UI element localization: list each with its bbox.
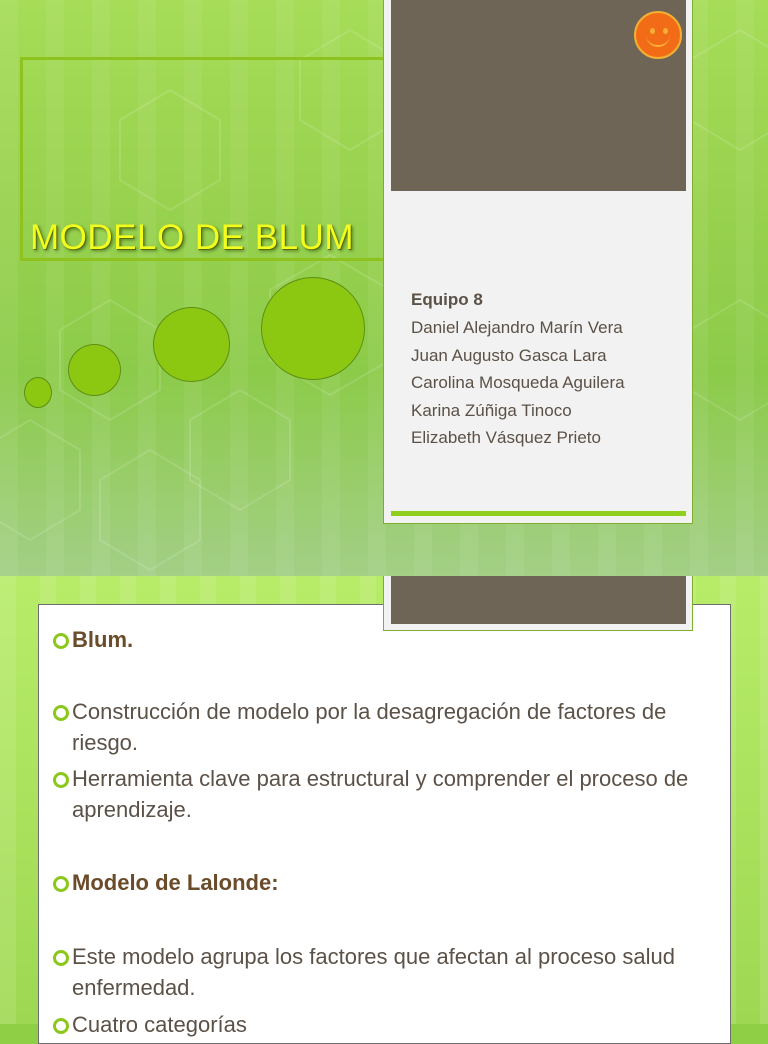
info-panel xyxy=(383,0,693,524)
team-member: Carolina Mosqueda Aguilera xyxy=(411,373,625,392)
team-member: Karina Zúñiga Tinoco xyxy=(411,400,572,420)
slide-2 xyxy=(0,576,768,1037)
bullet-text: Modelo de Lalonde: xyxy=(72,870,279,895)
team-member: Juan Augusto Gasca Lara xyxy=(411,345,607,365)
content-box xyxy=(38,604,731,1044)
team-heading: Equipo 8 xyxy=(411,290,483,309)
accent-stripe xyxy=(391,511,686,516)
decorative-circle-small xyxy=(24,377,52,408)
bullet-text: Herramienta clave para estructural y comprender el proceso de aprendizaje. xyxy=(72,766,689,822)
bullet-icon xyxy=(53,950,69,966)
bullet-text: Construcción de modelo por la desagregación de factores de riesgo. xyxy=(72,699,667,755)
team-member: Elizabeth Vásquez Prieto xyxy=(411,428,601,447)
decorative-circle-xlarge xyxy=(261,277,365,380)
team-member: Daniel Alejandro Marín Vera xyxy=(411,318,623,337)
bullet-icon xyxy=(53,633,69,649)
smiley-face-icon xyxy=(634,11,682,59)
slide-title: MODELO DE BLUM xyxy=(30,218,354,257)
decorative-circle-medium xyxy=(68,344,121,396)
decorative-circle-large xyxy=(153,307,230,382)
bullet-icon xyxy=(53,876,69,892)
photo-placeholder xyxy=(391,576,686,624)
bullet-icon xyxy=(53,1018,69,1034)
bullet-icon xyxy=(53,705,69,721)
info-panel-continuation xyxy=(383,576,693,631)
bullet-text: Este modelo agrupa los factores que afectan al proceso salud enfermedad. xyxy=(72,944,675,1000)
bullet-text: Blum. xyxy=(72,627,134,652)
team-block xyxy=(411,290,625,452)
bullet-text: Cuatro categorías xyxy=(72,1012,247,1037)
photo-placeholder xyxy=(391,0,686,191)
bullet-icon xyxy=(53,772,69,788)
